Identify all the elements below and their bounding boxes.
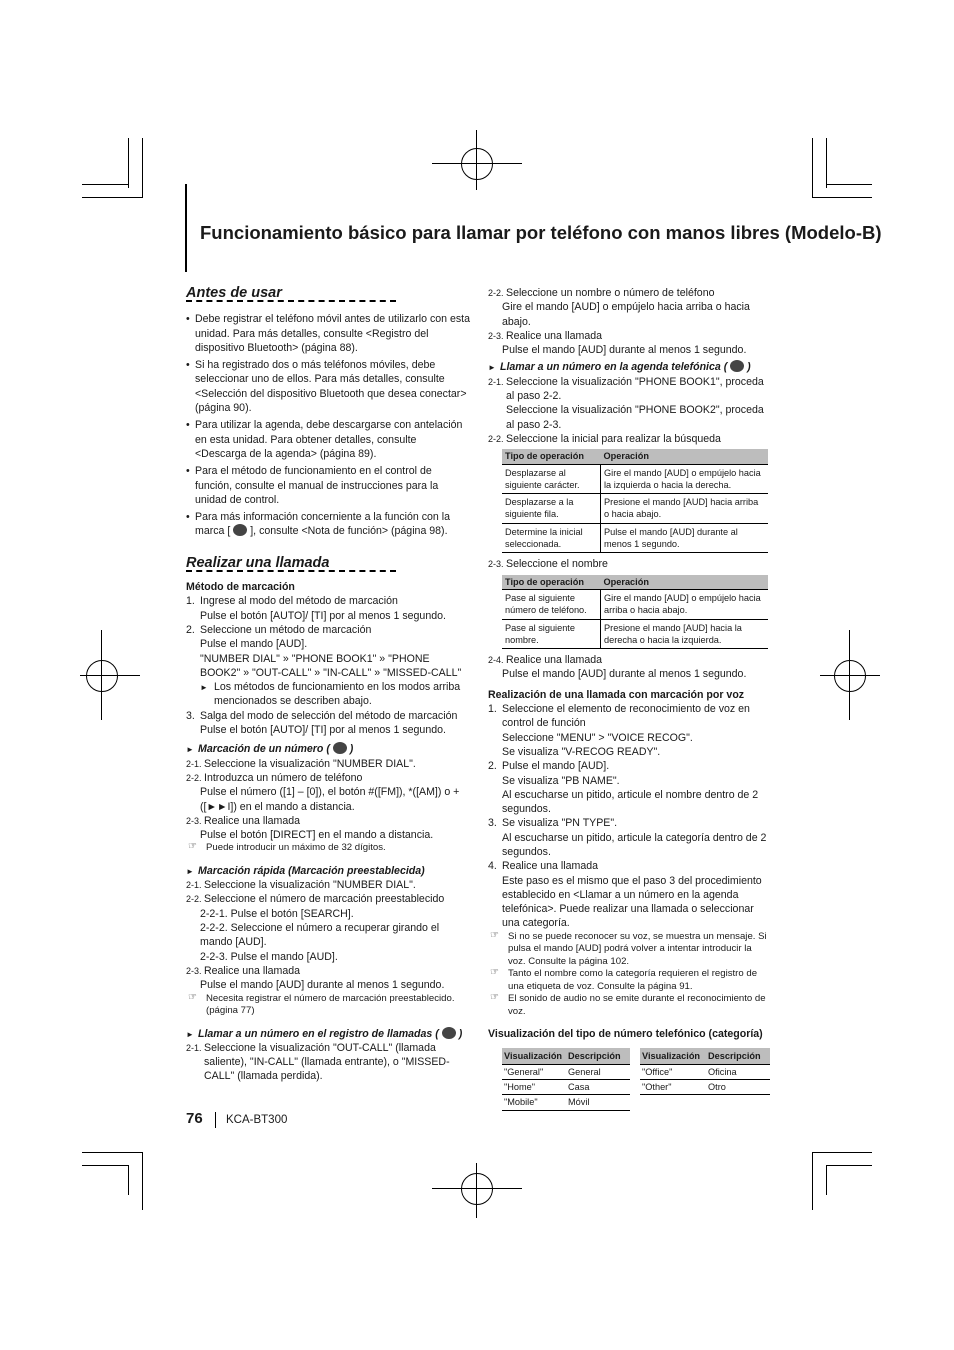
footer-divider bbox=[215, 1112, 216, 1128]
crop-mark bbox=[812, 1152, 872, 1153]
note-item: ☞ Puede introducir un máximo de 32 dígitos. bbox=[186, 842, 470, 855]
table-row: Desplazarse a la siguiente fila. Presione el mando [AUD] hacia arriba o hacia abajo. bbox=[502, 494, 768, 524]
crop-mark bbox=[82, 1165, 128, 1166]
procedure-heading: ► Marcación de un número ( ) bbox=[186, 742, 470, 756]
crop-mark bbox=[142, 138, 143, 198]
model-name: KCA-BT300 bbox=[226, 1114, 288, 1126]
substep: 2-2. Introduzca un número de teléfono bbox=[186, 771, 363, 784]
crop-mark bbox=[142, 1152, 143, 1210]
title-bar bbox=[185, 184, 187, 272]
table-row: "General" General "Office" Oficina bbox=[502, 1065, 770, 1080]
step-item: 3. Salga del modo de selección del método de marcación bbox=[186, 709, 458, 722]
substep: 2-1. Seleccione la visualización "PHONE BOOK1", proceda al paso 2-2. bbox=[488, 375, 764, 403]
crop-mark bbox=[82, 184, 128, 185]
registration-mark bbox=[86, 660, 118, 692]
step-item: 2. Pulse el mando [AUD]. bbox=[488, 760, 610, 773]
table-header: Operación bbox=[601, 449, 769, 464]
table-header: Tipo de operación bbox=[502, 575, 601, 590]
table-header: Descripción bbox=[706, 1048, 770, 1065]
registration-mark bbox=[834, 660, 866, 692]
crop-mark bbox=[128, 1165, 129, 1195]
table-header: Visualización bbox=[640, 1048, 706, 1065]
subheading-voz: Realización de una llamada con marcación por voz bbox=[488, 688, 745, 701]
registration-mark-line bbox=[101, 630, 102, 720]
substep-detail: 2-2-3. Pulse el mando [AUD]. bbox=[200, 950, 338, 963]
crop-mark bbox=[826, 1165, 827, 1195]
crop-mark bbox=[82, 1152, 142, 1153]
substep: 2-3. Seleccione el nombre bbox=[488, 558, 608, 571]
substep: 2-3. Realice una llamada bbox=[186, 814, 300, 827]
note-item: ☞ Si no se puede reconocer su voz, se muestra un mensaje. Si pulsa el mando [AUD] podrá volver a intentar introducir la voz. Consulte la página 102. bbox=[488, 931, 770, 969]
substep: 2-1. Seleccione la visualización "NUMBER DIAL". bbox=[186, 757, 416, 770]
crop-mark bbox=[826, 184, 872, 185]
crop-mark bbox=[812, 138, 813, 198]
section-heading-realizar: Realizar una llamada bbox=[186, 556, 396, 572]
left-column bbox=[186, 286, 470, 1084]
step-detail: Seleccione "MENU" > "VOICE RECOG". bbox=[502, 731, 693, 744]
substep: 2-1. Seleccione la visualización "NUMBER DIAL". bbox=[186, 879, 416, 892]
step-item: 4. Realice una llamada bbox=[488, 860, 598, 873]
substep-detail: Gire el mando [AUD] o empújelo hacia arriba o hacia abajo. bbox=[502, 301, 750, 328]
substep-detail: Pulse el número ([1] – [0]), el botón #([FM]), *([AM]) o +([►►I]) en el mando a distancia. bbox=[200, 786, 460, 813]
crop-mark bbox=[826, 1165, 872, 1166]
function-mark-icon bbox=[233, 524, 247, 536]
operation-table bbox=[502, 575, 768, 649]
registration-mark-line bbox=[476, 130, 477, 190]
step-item: 3. Se visualiza "PN TYPE". bbox=[488, 817, 618, 830]
substep-detail: Pulse el mando [AUD] durante al menos 1 segundo. bbox=[200, 979, 445, 992]
step-detail: Al escucharse un pitido, articule el nombre dentro de 2 segundos. bbox=[502, 788, 759, 816]
step-detail: Se visualiza "PB NAME". bbox=[502, 774, 620, 787]
subheading-metodo: Método de marcación bbox=[186, 581, 295, 594]
note-item: ☞ El sonido de audio no se emite durante el reconocimiento de voz. bbox=[488, 993, 770, 1018]
bullet-item: • Para el método de funcionamiento en el control de función, consulte el manual de instrucciones para la unidad de control. bbox=[186, 464, 470, 507]
function-mark-icon bbox=[333, 742, 347, 754]
substep: 2-3. Realice una llamada bbox=[186, 964, 300, 977]
bullet-item: • Si ha registrado dos o más teléfonos móviles, debe seleccionar uno de ellos. Para más detalles, consulte <Selección del dispositivo Bluetooth que desea conectar> (página 90). bbox=[186, 358, 470, 415]
function-mark-icon bbox=[442, 1027, 456, 1039]
table-row: Determine la inicial seleccionada. Pulse el mando [AUD] durante al menos 1 segundo. bbox=[502, 523, 768, 553]
function-mark-icon bbox=[730, 360, 744, 372]
table-row: "Mobile" Móvil bbox=[502, 1095, 770, 1110]
table-header: Tipo de operación bbox=[502, 449, 601, 464]
table-header: Visualización bbox=[502, 1048, 566, 1065]
step-item: 2. Seleccione un método de marcación bbox=[186, 623, 372, 636]
table-row: Desplazarse al siguiente carácter. Gire el mando [AUD] o empújelo hacia la izquierda o hacia la derecha. bbox=[502, 464, 768, 494]
right-column bbox=[488, 286, 770, 1111]
step-item: 1. Ingrese al modo del método de marcación bbox=[186, 595, 398, 608]
table-row: Pase al siguiente nombre. Presione el mando [AUD] hacia la derecha o hacia la izquierda. bbox=[502, 619, 768, 649]
crop-mark bbox=[82, 197, 142, 198]
substep-detail: 2-2-1. Pulse el botón [SEARCH]. bbox=[200, 907, 354, 920]
table-header: Operación bbox=[601, 575, 769, 590]
substep: 2-2. Seleccione un nombre o número de teléfono bbox=[488, 287, 715, 299]
crop-mark bbox=[812, 197, 872, 198]
substep: 2-2. Seleccione el número de marcación preestablecido bbox=[186, 893, 445, 906]
registration-mark-line bbox=[432, 163, 522, 164]
registration-mark bbox=[461, 148, 493, 180]
bullet-item: • Debe registrar el teléfono móvil antes de utilizarlo con esta unidad. Para más detalles, consulte <Registro del dispositivo Bluetooth> (página 88). bbox=[186, 312, 470, 355]
crop-mark bbox=[128, 138, 129, 188]
substep-detail: 2-2-2. Seleccione el número a recuperar girando el mando [AUD]. bbox=[200, 922, 440, 949]
table-row: "Home" Casa "Other" Otro bbox=[502, 1080, 770, 1095]
substep-detail: Pulse el mando [AUD] durante al menos 1 segundo. bbox=[502, 344, 747, 357]
bullet-item: • Para más información concerniente a la función con la marca [ ], consulte <Nota de función> (página 98). bbox=[186, 510, 470, 539]
subheading-visualizacion: Visualización del tipo de número telefónico (categoría) bbox=[488, 1028, 763, 1041]
crop-mark bbox=[826, 138, 827, 188]
table-header: Descripción bbox=[566, 1048, 630, 1065]
section-heading-antes: Antes de usar bbox=[186, 286, 396, 302]
registration-mark-line bbox=[80, 675, 140, 676]
page-number: 76 bbox=[186, 1110, 203, 1127]
procedure-heading: ► Llamar a un número en el registro de llamadas ( ) bbox=[186, 1027, 470, 1041]
registration-mark bbox=[461, 1173, 493, 1205]
step-detail: Pulse el botón [AUTO]/ [TI] por al menos 1 segundo. bbox=[200, 724, 446, 737]
substep-detail: Pulse el mando [AUD] durante al menos 1 segundo. bbox=[502, 668, 747, 681]
registration-mark-line bbox=[432, 1188, 522, 1189]
note-item: ☞ Necesita registrar el número de marcación preestablecido. (página 77) bbox=[186, 993, 470, 1018]
step-detail: Al escucharse un pitido, articule la categoría dentro de 2 segundos. bbox=[502, 831, 767, 858]
substep: 2-2. Seleccione la inicial para realizar la búsqueda bbox=[488, 432, 721, 445]
step-detail: Se visualiza "V-RECOG READY". bbox=[502, 745, 661, 758]
table-row: Pase al siguiente número de teléfono. Gire el mando [AUD] o empújelo hacia arriba o hacia abajo. bbox=[502, 589, 768, 619]
substep-detail: Seleccione la visualización "PHONE BOOK2", proceda al paso 2-3. bbox=[506, 404, 764, 431]
step-detail: Este paso es el mismo que el paso 3 del procedimiento establecido en <Llamar a un número en la agenda telefónica>. Puede realizar una llamada o seleccionar una categoría. bbox=[502, 874, 762, 930]
step-item: 1. Seleccione el elemento de reconocimiento de voz en control de función bbox=[488, 703, 750, 730]
registration-mark-line bbox=[476, 1163, 477, 1218]
page-title: Funcionamiento básico para llamar por teléfono con manos libres (Modelo-B) bbox=[200, 222, 882, 243]
operation-table bbox=[502, 449, 768, 553]
substep-detail: Pulse el botón [DIRECT] en el mando a distancia. bbox=[200, 829, 434, 842]
registration-mark-line bbox=[820, 675, 880, 676]
substep: 2-4. Realice una llamada bbox=[488, 654, 602, 667]
category-table bbox=[502, 1048, 770, 1111]
note-item: ☞ Tanto el nombre como la categoría requieren el registro de una etiqueta de voz. Consulte la página 91. bbox=[488, 968, 770, 993]
registration-mark-line bbox=[849, 630, 850, 720]
procedure-heading: ► Llamar a un número en la agenda telefónica ( ) bbox=[488, 360, 770, 374]
step-detail: ► Los métodos de funcionamiento en los modos arriba mencionados se describen abajo. bbox=[186, 680, 470, 709]
substep: 2-1. Seleccione la visualización "OUT-CALL" (llamada saliente), "IN-CALL" (llamada entrante), o "MISSED-CALL" (llamada perdida). bbox=[186, 1041, 450, 1083]
step-detail: Pulse el mando [AUD]. bbox=[200, 638, 308, 651]
bullet-item: • Para utilizar la agenda, debe descargarse con antelación en esta unidad. Para obtener detalles, consulte <Descarga de la agenda> (página 89). bbox=[186, 418, 470, 461]
procedure-heading: ► Marcación rápida (Marcación preestablecida) bbox=[186, 864, 470, 878]
step-detail: Pulse el botón [AUTO]/ [TI] por al menos 1 segundo. bbox=[200, 609, 446, 622]
step-detail: "NUMBER DIAL" » "PHONE BOOK1" » "PHONE BOOK2" » "OUT-CALL" » "IN-CALL" » "MISSED-CALL" bbox=[200, 652, 462, 679]
substep: 2-3. Realice una llamada bbox=[488, 329, 602, 342]
crop-mark bbox=[812, 1152, 813, 1210]
